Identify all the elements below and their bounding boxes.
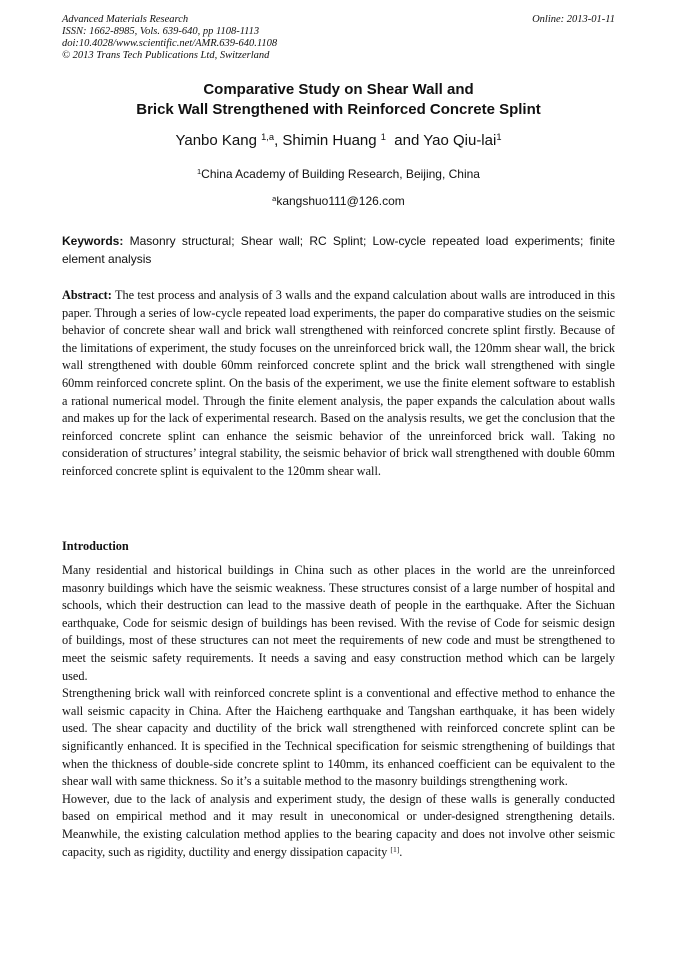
publication-header: [62, 14, 615, 62]
abstract-text: The test process and analysis of 3 walls and the expand calculation about walls are introduced in this paper. Through a series of low-cycle repeated load experiments, the paper do comparative studies on the seismic behavior of concrete shear wall and brick wall strengthened with reinforced concrete splint firstly. Because of the limitations of experiment, the study focuses on the unreinforced brick wall, the 120mm shear wall, the brick wall strengthened with double 60mm reinforced concrete splint and the brick wall strengthened with single 60mm reinforced concrete splint. On the basis of the experiment, we use the finite element software to establish a rational numerical model. Through the finite element analysis, the paper expands the calculation about walls and makes up for the lack of experimental research. Based on the analysis results, we get the conclusion that the reinforced concrete splint can enhance the seismic behavior of the unreinforced brick wall. Taking no consideration of structures’ integral stability, the seismic behavior of brick wall strengthened with double 60mm reinforced concrete splint is equivalent to the 120mm shear wall.: [62, 288, 615, 478]
copyright-line: © 2013 Trans Tech Publications Ltd, Switzerland: [62, 50, 270, 61]
paragraph-3-end: .: [399, 844, 403, 859]
abstract-label: Abstract:: [62, 288, 112, 302]
issn-line: ISSN: 1662-8985, Vols. 639-640, pp 1108-1113: [62, 26, 260, 37]
citation-marker: [1]: [390, 844, 400, 854]
introduction-body: [62, 562, 615, 861]
introduction-heading: Introduction: [62, 539, 129, 553]
keywords-section: [62, 232, 615, 268]
title-line-2: Brick Wall Strengthened with Reinforced Concrete Splint: [136, 101, 541, 118]
introduction-paragraph-1: Many residential and historical buildings in China such as other places in the world are the unreinforced masonry buildings which have the seismic weakness. These structures consist of a large number of hospital and schools, which their destruction can lead to the massive death of people in the earthquake. After the Sichuan earthquake, Code for seismic design of buildings has been revised. With the revise of Code for seismic design of buildings, most of these structures can not meet the requirements of new code and must be strengthened to meet the seismic safety requirements. It needs a saving and easy construction method which can be largely used.: [62, 563, 615, 683]
author-email: [62, 193, 615, 209]
email-superscript: a: [272, 193, 277, 203]
author-2: , Shimin Huang: [274, 132, 381, 149]
author-3-superscript: 1: [496, 131, 502, 142]
introduction-paragraph-2: Strengthening brick wall with reinforced concrete splint is a conventional and effective method to enhance the wall seismic capacity in China. After the Haicheng earthquake and Tangshan earthquake, it has been widely used. The shear capacity and ductility of the brick wall strengthened with reinforced concrete splint can be significantly enhanced. It is specified in the Technical specification for seismic strengthening of buildings that when the thickness of double-side concrete splint to 140mm, its enhanced coefficient can be equivalent to the shear wall with same thickness. So it’s a suitable method to the masonry buildings strengthening work.: [62, 686, 615, 789]
author-3: and Yao Qiu-lai: [385, 132, 497, 149]
affiliation: [62, 166, 615, 182]
keywords-text: Masonry structural; Shear wall; RC Splint; Low-cycle repeated load experiments; finite element analysis: [62, 234, 615, 266]
introduction-paragraph-3: [62, 791, 615, 861]
author-list: [62, 131, 615, 151]
title-line-1: Comparative Study on Shear Wall and: [203, 81, 474, 98]
author-1: Yanbo Kang: [175, 132, 262, 149]
affiliation-text: China Academy of Building Research, Beijing, China: [201, 167, 480, 181]
doi-line: doi:10.4028/www.scientific.net/AMR.639-640.1108: [62, 38, 278, 49]
journal-name: Advanced Materials Research: [62, 14, 189, 25]
keywords-label: Keywords:: [62, 234, 124, 248]
affiliation-superscript: 1: [197, 166, 202, 176]
abstract-section: [62, 287, 615, 481]
email-text: kangshuo111@126.com: [276, 194, 405, 208]
paper-title: [62, 80, 615, 120]
author-2-superscript: 1: [380, 131, 386, 142]
paragraph-3-text: However, due to the lack of analysis and experiment study, the design of these walls is generally conducted based on empirical method and it may result in uneconomical or under-designed strengthening details. Meanwhile, the existing calculation method applies to the bearing capacity and does not involve other seismic capacity, such as rigidity, ductility and energy dissipation capacity: [62, 791, 615, 859]
online-date: Online: 2013-01-11: [532, 14, 615, 25]
author-1-superscript: 1,a: [261, 131, 275, 142]
